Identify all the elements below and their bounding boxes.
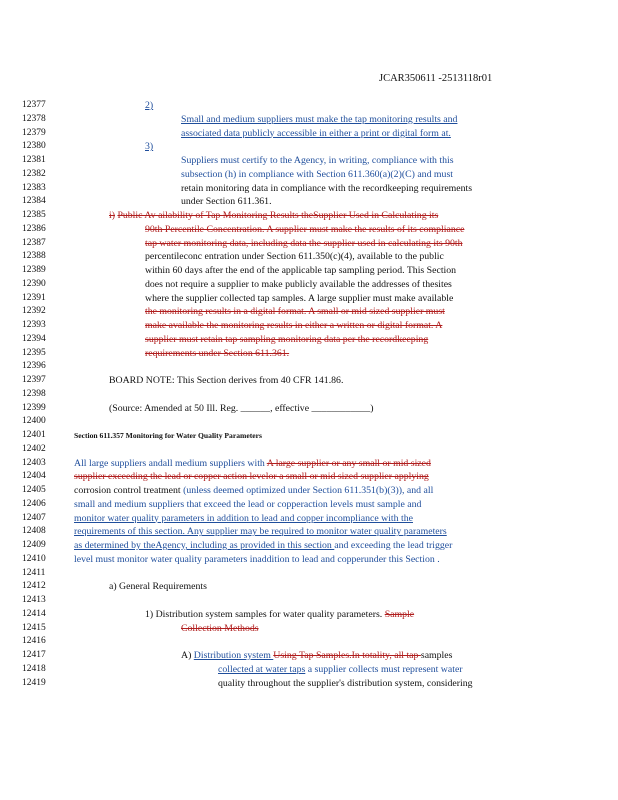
line-number: 12419 [22, 677, 46, 688]
line-number: 12403 [22, 457, 46, 468]
line-number: 12389 [22, 265, 46, 275]
deleted-text: requirements under Section 611.361. [145, 347, 290, 359]
text-line [181, 113, 457, 127]
text-line [74, 429, 262, 443]
line-number: 12393 [22, 320, 46, 330]
text-line [145, 319, 442, 333]
inserted-text: requirements of this section. Any supplier may be required to monitor water quality parameters [74, 526, 447, 538]
line-text: Suppliers must certify to the Agency, in writing, compliance with this [181, 155, 454, 166]
line-number: 12399 [22, 402, 46, 413]
deleted-text: Sample [384, 608, 415, 620]
line-number: 12406 [22, 498, 46, 509]
line-number: 12382 [22, 168, 46, 179]
inserted-text: as determined by theAgency, including as provided in this section [74, 540, 335, 551]
line-text: BOARD NOTE: This Section derives from 40 CFR 141.86. [109, 375, 344, 386]
text-line [145, 250, 444, 264]
text-line [181, 168, 453, 182]
text-line [109, 374, 343, 388]
line-number: 12412 [22, 581, 46, 592]
text-line [145, 99, 153, 113]
line-number: 12415 [22, 622, 46, 633]
text-line [109, 209, 438, 223]
line-number: 12407 [22, 512, 46, 523]
line-text: within 60 days after the end of the applicable tap sampling period. This Section [145, 265, 457, 276]
line-text: a supplier collects must represent water [305, 663, 463, 675]
line-number: 12411 [22, 567, 46, 578]
line-number: 12408 [22, 526, 46, 537]
line-number: 12391 [22, 292, 46, 303]
line-text: (unless deemed optimized under Section 611.351(b)(3)), and all [183, 485, 434, 496]
text-line [145, 278, 452, 292]
deleted-text: i) [109, 210, 115, 221]
text-line [145, 347, 289, 361]
line-text: samples [420, 650, 453, 661]
text-line [181, 622, 259, 636]
line-number: 12416 [22, 636, 46, 647]
line-number: 12385 [22, 210, 46, 220]
text-line [109, 580, 207, 594]
document-id-header: JCAR350611 -2513118r01 [379, 73, 493, 84]
deleted-text: supplier exceeding the lead or copper action levelor a small or mid sized supplier applying [74, 471, 429, 483]
inserted-text: 3) [145, 141, 154, 153]
deleted-text: Using Tap Samples.In totality, all tap [273, 650, 421, 661]
text-line [181, 127, 451, 141]
line-number: 12396 [22, 361, 46, 372]
line-number: 12379 [22, 127, 46, 138]
line-number: 12414 [22, 608, 46, 619]
text-line [218, 677, 473, 691]
line-number: 12395 [22, 347, 46, 358]
deleted-text: 90th Percentile Concentration. A supplier must make the results of its compliance [145, 223, 465, 235]
deleted-text: Public Av ailability of Tap Monitoring Results theSupplier Used in Calculating its [117, 210, 439, 221]
line-number: 12386 [22, 223, 46, 234]
line-number: 12388 [22, 251, 46, 262]
line-number: 12377 [22, 100, 46, 110]
line-number: 12380 [22, 141, 46, 152]
line-text: and exceeding the lead trigger [334, 540, 453, 551]
deleted-text: make available the monitoring results in either a written or digital format. A [145, 320, 443, 331]
text-line [74, 484, 433, 498]
line-number: 12387 [22, 237, 46, 248]
line-text: does not require a supplier to make publicly available the addresses of thesites [145, 278, 452, 290]
text-line [145, 223, 464, 237]
line-text: retain monitoring data in compliance with the recordkeeping requirements [181, 182, 473, 194]
inserted-text: associated data publicly accessible in either a print or digital form at. [181, 127, 451, 139]
line-number: 12400 [22, 416, 46, 427]
inserted-text: collected at water taps [218, 663, 306, 675]
line-number: 12402 [22, 443, 46, 454]
line-number: 12392 [22, 306, 46, 317]
text-line [181, 649, 452, 663]
text-line [181, 195, 272, 209]
deleted-text: the monitoring results in a digital format. A small or mid sized supplier must [145, 306, 445, 318]
line-number: 12394 [22, 333, 46, 344]
line-text: level must monitor water quality parameters inaddition to lead and copperunder this Section . [74, 553, 440, 565]
deleted-text: A large supplier or any small or mid sized [266, 457, 431, 469]
line-number: 12410 [22, 553, 46, 564]
text-line [74, 457, 431, 471]
line-number: 12417 [22, 650, 46, 660]
text-line [74, 498, 421, 512]
line-number: 12383 [22, 182, 46, 193]
line-text: (Source: Amended at 50 Ill. Reg. ______, effective ____________) [109, 402, 374, 414]
line-text: under Section 611.361. [181, 196, 272, 208]
line-text: 1) Distribution system samples for water quality parameters. [145, 608, 385, 620]
line-number: 12384 [22, 196, 46, 207]
text-line [181, 182, 472, 196]
text-line [145, 292, 453, 306]
line-number: 12401 [22, 430, 46, 440]
line-text: where the supplier collected tap samples. A large supplier must make available [145, 292, 454, 304]
text-line [218, 663, 463, 677]
text-line [181, 154, 454, 168]
text-line [145, 140, 153, 154]
line-number: 12390 [22, 278, 46, 289]
text-line [74, 470, 429, 484]
line-text: All large suppliers andall medium suppliers with [74, 457, 267, 469]
text-line [145, 608, 414, 622]
deleted-text: tap water monitoring data, including data the supplier used in calculating its 90th [145, 237, 463, 249]
line-text: quality throughout the supplier's distribution system, considering [218, 677, 473, 689]
line-text: a) General Requirements [109, 581, 207, 593]
line-text: subsection (h) in compliance with Section 611.360(a)(2)(C) and must [181, 168, 453, 180]
line-number: 12381 [22, 155, 46, 165]
inserted-text: monitor water quality parameters in addition to lead and copper incompliance with the [74, 512, 413, 524]
deleted-text: Collection Methods [181, 622, 259, 634]
line-text: A) [181, 650, 194, 661]
text-line [145, 264, 456, 278]
text-line [145, 333, 428, 347]
inserted-text: 2) [145, 100, 154, 111]
line-number: 12405 [22, 485, 46, 495]
inserted-text: Distribution system [193, 650, 274, 661]
line-number: 12418 [22, 663, 46, 674]
text-line [74, 539, 452, 553]
text-line [145, 305, 445, 319]
line-text: corrosion control treatment [74, 485, 184, 496]
text-line [145, 237, 463, 251]
line-text: Section 611.357 Monitoring for Water Quality Parameters [74, 431, 262, 440]
text-line [74, 525, 447, 539]
deleted-text: supplier must retain tap sampling monitoring data per the recordkeeping [145, 333, 429, 345]
line-number: 12413 [22, 595, 46, 605]
line-text: percentileconc entration under Section 611.350(c)(4), available to the public [145, 251, 444, 263]
line-number: 12404 [22, 471, 46, 482]
line-number: 12378 [22, 113, 46, 124]
line-number: 12398 [22, 388, 46, 399]
inserted-text: Small and medium suppliers must make the tap monitoring results and [181, 113, 458, 125]
text-line [109, 402, 374, 416]
line-number: 12409 [22, 540, 46, 550]
text-line [74, 553, 440, 567]
line-number: 12397 [22, 375, 46, 385]
text-line [74, 512, 413, 526]
line-text: small and medium suppliers that exceed the lead or copperaction levels must sample and [74, 498, 422, 510]
